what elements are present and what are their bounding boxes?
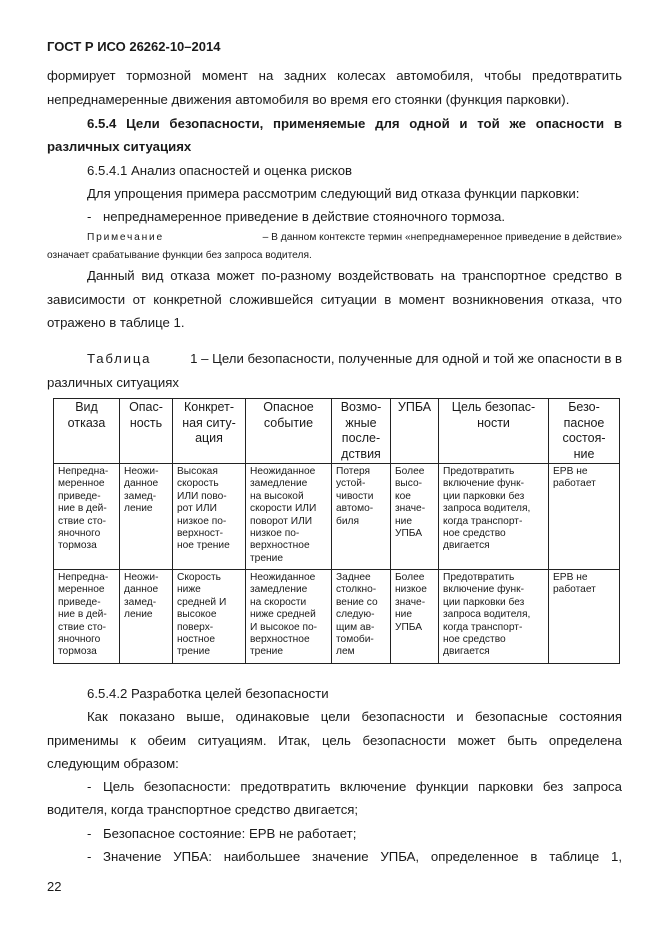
- section-title-line-2: различных ситуациях: [47, 139, 192, 154]
- cell-text-line: ниже средней: [250, 609, 316, 621]
- cell-safety-goal: [439, 570, 549, 664]
- cell-asil: [391, 464, 439, 570]
- development-line-1: Как показано выше, одинаковые цели безопасности и безопасные состояния: [87, 709, 622, 724]
- cell-text-line: вение со: [336, 596, 378, 608]
- cell-text-line: ное средство: [443, 528, 506, 540]
- cell-text-line: включение функ-: [443, 584, 524, 596]
- cell-text-line: трение: [250, 646, 283, 658]
- cell-text-line: ние в дей-: [58, 503, 107, 515]
- cell-situation: [173, 570, 246, 664]
- cell-text-line: поверх-: [177, 621, 214, 633]
- cell-text-line: на высокой: [250, 490, 304, 502]
- cell-text-line: ностное: [177, 634, 216, 646]
- cell-text-line: двигается: [443, 646, 490, 658]
- cell-hazard: [120, 570, 173, 664]
- cell-consequences: [332, 570, 391, 664]
- table-caption-label: Таблица: [87, 351, 152, 366]
- cell-text-line: ЕРВ не: [553, 466, 588, 477]
- example-intro: Для упрощения примера рассмотрим следующий вид отказа функции парковки:: [87, 186, 580, 201]
- subsection-6541-title: 6.5.4.1 Анализ опасностей и оценка рисков: [87, 163, 353, 178]
- cell-text-line: данное: [124, 584, 159, 596]
- cell-text-line: Опасное: [263, 400, 314, 414]
- impact-line-3: отражено в таблице 1.: [47, 315, 185, 330]
- cell-text-line: низкое: [395, 584, 427, 596]
- cell-situation: [173, 464, 246, 570]
- subsection-6542-title: 6.5.4.2 Разработка целей безопасности: [87, 686, 329, 701]
- note-text-line-1: – В данном контексте термин «непреднамеренное приведение в действие»: [262, 232, 622, 243]
- cell-text-line: Опас-: [129, 400, 163, 414]
- cell-text-line: ности: [477, 415, 510, 430]
- cell-asil: [391, 570, 439, 664]
- cell-text-line: дствия: [341, 446, 381, 461]
- cell-text-line: ствие сто-: [58, 621, 107, 633]
- cell-text-line: Более: [395, 466, 425, 477]
- cell-text-line: отказа: [67, 415, 106, 430]
- cell-text-line: ние: [395, 609, 412, 621]
- cell-text-line: замедление: [250, 478, 308, 490]
- cell-text-line: значе-: [395, 596, 426, 608]
- cell-text-line: замедление: [250, 584, 308, 596]
- cell-text-line: устой-: [336, 478, 366, 490]
- cell-text-line: верхност-: [177, 528, 224, 540]
- cell-text-line: Неожи-: [124, 572, 159, 583]
- safety-goals-table: [53, 398, 620, 664]
- development-line-3: следующим образом:: [47, 756, 179, 771]
- cell-failure-mode: [54, 464, 120, 570]
- table-caption-line-2: различных ситуациях: [47, 375, 179, 390]
- cell-text-line: средней И: [177, 596, 227, 608]
- section-title-line-1: 6.5.4 Цели безопасности, применяемые для одной и той же опасности в: [87, 116, 622, 131]
- cell-text-line: яночного: [58, 634, 101, 646]
- note-label: Примечание: [87, 232, 164, 243]
- cell-text-line: ниже: [177, 584, 201, 596]
- cell-text-line: низкое по-: [177, 515, 227, 527]
- cell-text-line: ление: [124, 503, 153, 515]
- cell-text-line: запроса водителя,: [443, 503, 531, 515]
- cell-text-line: Неожи-: [124, 466, 159, 477]
- cell-text-line: замед-: [124, 490, 157, 502]
- cell-text-line: пасное: [563, 415, 605, 430]
- bullet-dash: -: [87, 779, 92, 794]
- cell-text-line: трение: [250, 552, 283, 564]
- cell-text-line: работает: [553, 478, 596, 490]
- note-line-1: [87, 229, 622, 246]
- cell-text-line: Потеря: [336, 466, 371, 477]
- cell-text-line: поворот ИЛИ: [250, 515, 313, 527]
- cell-text-line: Вид: [75, 400, 98, 414]
- cell-text-line: значе-: [395, 503, 426, 515]
- cell-text-line: ное средство: [443, 634, 506, 646]
- cell-text-line: тормоза: [58, 540, 97, 552]
- cell-text-line: ация: [195, 431, 223, 445]
- cell-text-line: верхностное: [250, 540, 310, 552]
- cell-text-line: верхностное: [250, 634, 310, 646]
- cell-text-line: Непредна-: [58, 572, 109, 583]
- cell-text-line: Цель безопас-: [451, 400, 536, 414]
- cell-text-line: ние в дей-: [58, 609, 107, 621]
- impact-line-1: Данный вид отказа может по-разному воздействовать на транспортное средство в: [87, 268, 622, 283]
- cell-text-line: ции парковки без: [443, 596, 525, 608]
- cell-text-line: Неожиданное: [250, 572, 316, 583]
- page-number: 22: [47, 879, 62, 894]
- cell-text-line: запроса водителя,: [443, 609, 531, 621]
- cell-text-line: состоя-: [562, 431, 606, 445]
- cell-text-line: Неожиданное: [250, 466, 316, 477]
- cell-text-line: двигается: [443, 540, 490, 552]
- cell-text-line: Скорость: [177, 572, 221, 583]
- header-consequences: [332, 399, 391, 464]
- table-header-row: [54, 399, 620, 464]
- cell-text-line: когда транспорт-: [443, 515, 523, 527]
- cell-text-line: ЕРВ не: [553, 572, 588, 583]
- cell-text-line: меренное: [58, 584, 105, 596]
- cell-text-line: И высокое по-: [250, 621, 318, 633]
- development-line-2: применимы к обеим ситуациям. Итак, цель безопасности может быть определена: [47, 733, 622, 748]
- cell-text-line: ная ситу-: [182, 415, 236, 430]
- header-safety-goal: [439, 399, 549, 464]
- cell-text-line: Предотвратить: [443, 466, 515, 477]
- impact-line-2: зависимости от конкретной сложившейся ситуации в момент возникновения отказа, что: [47, 292, 622, 307]
- cell-text-line: щим ав-: [336, 621, 375, 633]
- cell-safe-state: [549, 464, 620, 570]
- cell-text-line: высокое: [177, 609, 217, 621]
- cell-text-line: УПБА: [395, 621, 423, 633]
- cell-text-line: высо-: [395, 478, 423, 490]
- bullet-safety-goal-line-2: водителя, когда транспортное средство двигается;: [47, 802, 359, 817]
- bullet-failure-mode: непреднамеренное приведение в действие стояночного тормоза.: [103, 209, 506, 224]
- table-row: [54, 570, 620, 664]
- cell-text-line: ствие сто-: [58, 515, 107, 527]
- bullet-safe-state: Безопасное состояние: ЕРВ не работает;: [103, 826, 357, 841]
- cell-text-line: ное трение: [177, 540, 230, 552]
- cell-text-line: событие: [263, 415, 314, 430]
- header-safe-state: [549, 399, 620, 464]
- cell-text-line: работает: [553, 584, 596, 596]
- header-hazard: [120, 399, 173, 464]
- cell-safety-goal: [439, 464, 549, 570]
- header-situation: [173, 399, 246, 464]
- cell-text-line: яночного: [58, 528, 101, 540]
- cell-text-line: следую-: [336, 609, 375, 621]
- cell-text-line: Возмо-: [340, 400, 382, 414]
- document-header: ГОСТ Р ИСО 26262-10–2014: [47, 39, 221, 54]
- cell-safe-state: [549, 570, 620, 664]
- cell-text-line: Более: [395, 572, 425, 583]
- cell-hazardous-event: [246, 570, 332, 664]
- intro-line-1: формирует тормозной момент на задних колесах автомобиля, чтобы предотвратить: [47, 68, 622, 83]
- cell-text-line: Непредна-: [58, 466, 109, 477]
- cell-text-line: кое: [395, 490, 411, 502]
- cell-hazard: [120, 464, 173, 570]
- cell-text-line: биля: [336, 515, 359, 527]
- cell-text-line: приведе-: [58, 596, 101, 608]
- cell-text-line: ИЛИ пово-: [177, 490, 227, 502]
- cell-text-line: Предотвратить: [443, 572, 515, 583]
- cell-text-line: тормоза: [58, 646, 97, 658]
- cell-text-line: Конкрет-: [184, 400, 234, 414]
- header-asil: [391, 399, 439, 464]
- note-text-line-2: означает срабатывание функции без запроса водителя.: [47, 250, 312, 261]
- cell-failure-mode: [54, 570, 120, 664]
- cell-text-line: лем: [336, 646, 355, 658]
- table-caption-text-line-1: 1 – Цели безопасности, полученные для одной и той же опасности в в: [190, 351, 622, 366]
- cell-text-line: приведе-: [58, 490, 101, 502]
- cell-text-line: данное: [124, 478, 159, 490]
- cell-text-line: ность: [129, 415, 163, 430]
- cell-text-line: когда транспорт-: [443, 621, 523, 633]
- cell-text-line: Заднее: [336, 572, 371, 583]
- cell-text-line: томоби-: [336, 634, 374, 646]
- cell-text-line: УПБА: [397, 400, 432, 414]
- cell-text-line: замед-: [124, 596, 157, 608]
- cell-text-line: скорость: [177, 478, 219, 490]
- bullet-dash: -: [87, 849, 92, 864]
- cell-consequences: [332, 464, 391, 570]
- table-caption-line-1: [87, 350, 622, 368]
- cell-text-line: рот ИЛИ: [177, 503, 217, 515]
- header-hazardous-event: [246, 399, 332, 464]
- header-failure-mode: [54, 399, 120, 464]
- cell-text-line: трение: [177, 646, 210, 658]
- cell-text-line: автомо-: [336, 503, 374, 515]
- cell-text-line: Безо-: [568, 400, 600, 414]
- cell-hazardous-event: [246, 464, 332, 570]
- cell-text-line: на скорости: [250, 596, 307, 608]
- cell-text-line: Высокая: [177, 466, 218, 477]
- bullet-safety-goal-line-1: Цель безопасности: предотвратить включение функции парковки без запроса: [103, 779, 622, 794]
- cell-text-line: жные: [345, 415, 377, 430]
- cell-text-line: низкое по-: [250, 528, 300, 540]
- bullet-dash: -: [87, 826, 92, 841]
- cell-text-line: столкно-: [336, 584, 377, 596]
- cell-text-line: меренное: [58, 478, 105, 490]
- cell-text-line: УПБА: [395, 528, 423, 540]
- table-row: [54, 464, 620, 570]
- cell-text-line: ние: [573, 446, 595, 461]
- bullet-asil-value: Значение УПБА: наибольшее значение УПБА, определенное в таблице 1,: [103, 849, 622, 864]
- cell-text-line: ции парковки без: [443, 490, 525, 502]
- cell-text-line: включение функ-: [443, 478, 524, 490]
- cell-text-line: скорости ИЛИ: [250, 503, 317, 515]
- bullet-dash: -: [87, 209, 92, 224]
- intro-line-2: непреднамеренные движения автомобиля во время его стоянки (функция парковки).: [47, 92, 570, 107]
- cell-text-line: чивости: [336, 490, 374, 502]
- cell-text-line: ление: [124, 609, 153, 621]
- cell-text-line: после-: [341, 431, 381, 445]
- cell-text-line: ние: [395, 515, 412, 527]
